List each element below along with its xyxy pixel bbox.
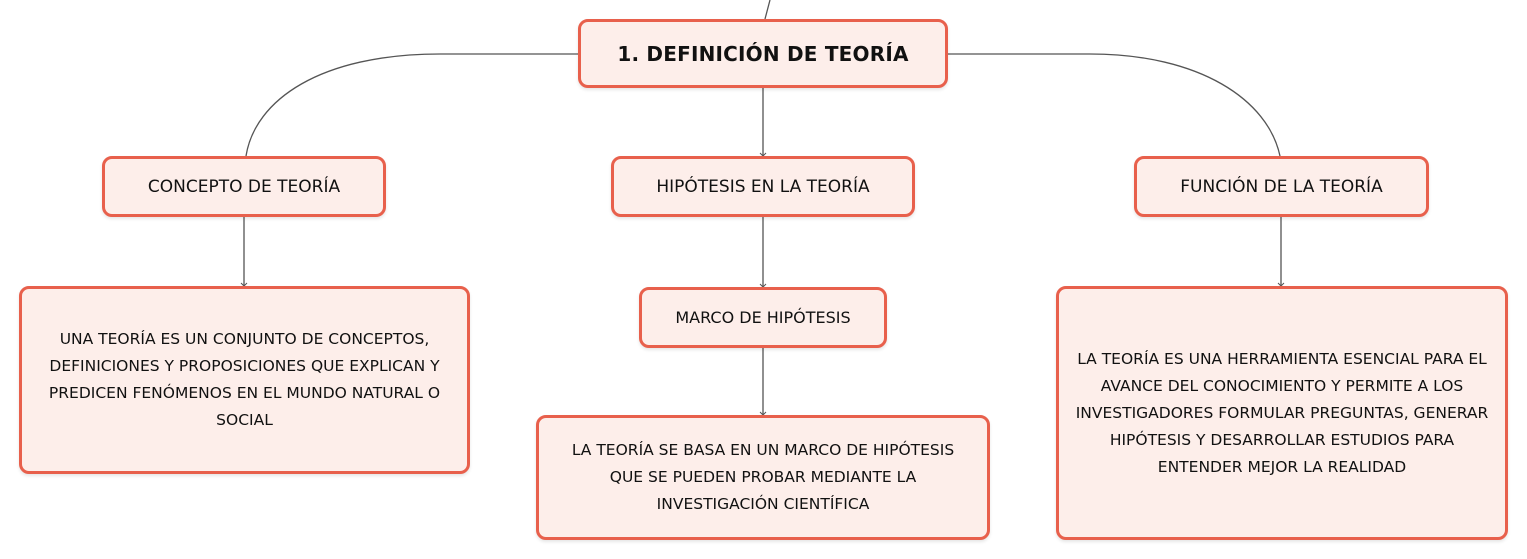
- topic-hipotesis-label: HIPÓTESIS EN LA TEORÍA: [656, 176, 870, 197]
- topic-concepto-de-teoria[interactable]: [102, 156, 386, 217]
- detail-hipotesis[interactable]: [536, 415, 990, 540]
- topic-concepto-label: CONCEPTO DE TEORÍA: [147, 176, 341, 197]
- topic-hipotesis-en-la-teoria[interactable]: [611, 156, 915, 217]
- incoming-connector: [765, 0, 770, 19]
- detail-funcion[interactable]: [1056, 286, 1508, 540]
- connector-root-concepto: [246, 54, 578, 156]
- connector-root-funcion: [948, 54, 1280, 156]
- topic-funcion-de-la-teoria[interactable]: [1134, 156, 1429, 217]
- root-node[interactable]: [578, 19, 948, 88]
- subtopic-marco-de-hipotesis[interactable]: [639, 287, 887, 348]
- detail-concepto-text: UNA TEORÍA ES UN CONJUNTO DE CONCEPTOS, DEFINICIONES Y PROPOSICIONES QUE EXPLICAN Y PREDICEN FENÓMENOS EN EL MUNDO NATURAL O SOCIAL: [48, 330, 441, 429]
- subtopic-marco-label: MARCO DE HIPÓTESIS: [675, 308, 851, 327]
- topic-funcion-label: FUNCIÓN DE LA TEORÍA: [1180, 176, 1383, 197]
- detail-funcion-text: LA TEORÍA ES UNA HERRAMIENTA ESENCIAL PARA EL AVANCE DEL CONOCIMIENTO Y PERMITE A LOS INVESTIGADORES FORMULAR PREGUNTAS, GENERAR HIPÓTESIS Y DESARROLLAR ESTUDIOS PARA ENTENDER MEJOR LA REALIDAD: [1075, 349, 1489, 476]
- root-label: 1. DEFINICIÓN DE TEORÍA: [617, 41, 909, 66]
- detail-hipotesis-text: LA TEORÍA SE BASA EN UN MARCO DE HIPÓTESIS QUE SE PUEDEN PROBAR MEDIANTE LA INVESTIGACIÓN CIENTÍFICA: [571, 441, 955, 513]
- detail-concepto[interactable]: [19, 286, 470, 474]
